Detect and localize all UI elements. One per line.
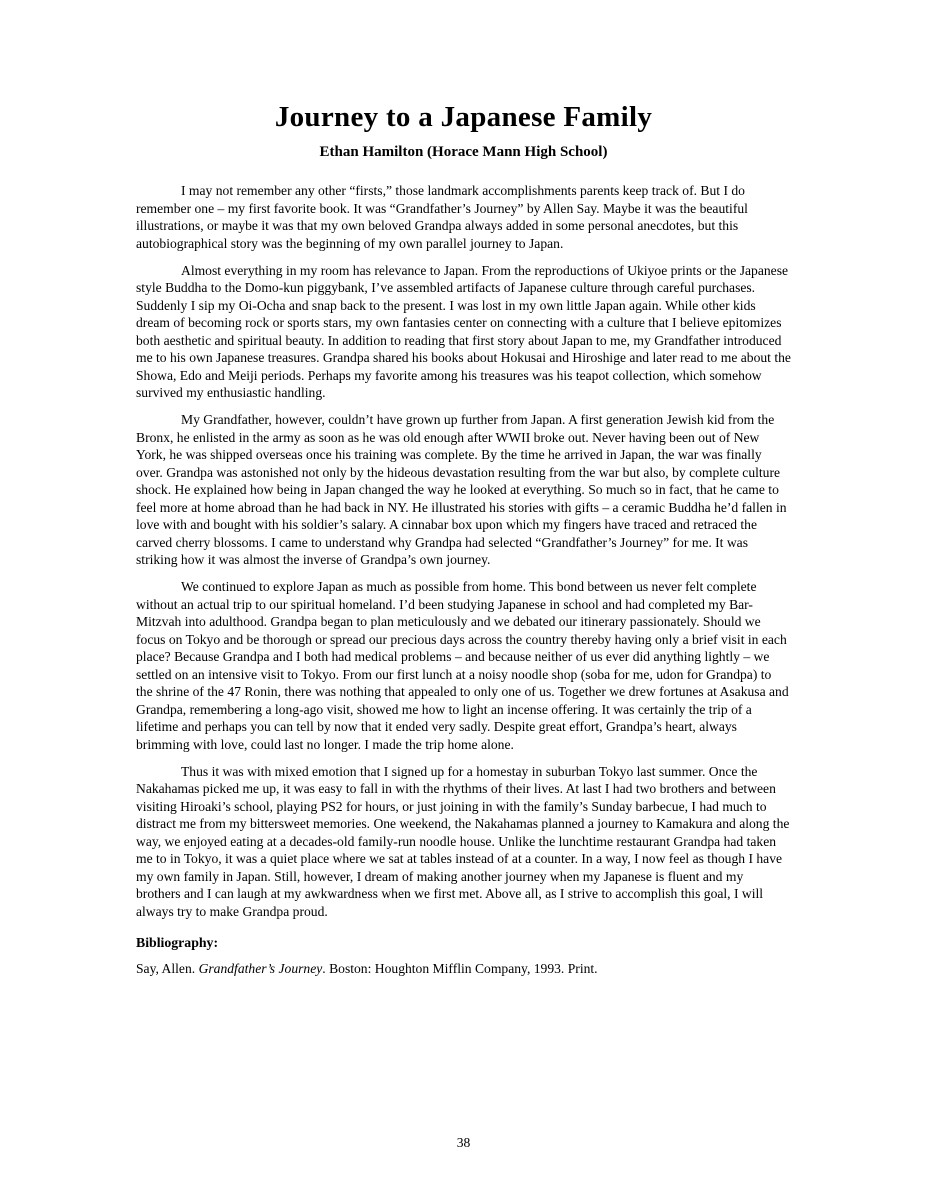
page-number: 38 — [456, 1135, 471, 1150]
bibliography-entry — [136, 960, 791, 978]
bibliography-entry-author: Say, Allen. — [136, 961, 199, 977]
essay-title: Journey to a Japanese Family — [274, 101, 653, 133]
paragraph-4: We continued to explore Japan as much as possible from home. This bond between us never felt complete without an actual trip to our spiritual homeland. I’d been studying Japanese in school and had completed my Bar-Mitzvah into adulthood. Grandpa began to plan meticulously and we debated our itinerary passionately. Should we focus on Tokyo and be thorough or spread our precious days across the country thereby having only a brief visit in each place? Because Grandpa and I both had medical problems – and because neither of us ever did anything lightly – we settled on an intensive visit to Tokyo. From our first lunch at a noisy noodle shop (soba for me, udon for Grandpa) to the shrine of the 47 Ronin, there was nothing that appealed to only one of us. Together we drew fortunes at Asakusa and Grandpa, remembering a long-ago visit, showed me how to light an incense offering. It was certainly the trip of a lifetime and perhaps you can tell by now that it ended very sadly. Despite great effort, Grandpa’s heart, always brimming with love, could last no longer. I made the trip home alone. — [136, 579, 789, 752]
bibliography-heading: Bibliography: — [136, 935, 219, 951]
essay-body — [136, 182, 791, 920]
bibliography-book-title: Grandfather’s Journey — [198, 961, 323, 977]
paragraph-5: Thus it was with mixed emotion that I signed up for a homestay in suburban Tokyo last summer. Once the Nakahamas picked me up, it was easy to fall in with the rhythms of their lives. At last I had two brothers and between visiting Hiroaki’s school, playing PS2 for hours, or just joining in with the family’s Sunday barbecue, I had much to distract me from my bittersweet memories. One weekend, the Nakahamas planned a journey to Kamakura and along the way, we enjoyed eating at a decades-old family-run noodle house. Unlike the lunchtime restaurant Grandpa had taken me to in Tokyo, it was a quiet place where we sat at tables instead of at a counter. In a way, I now feel as though I have my own family in Japan. Still, however, I dream of making another journey when my Japanese is fluent and my brothers and I can laugh at my awkwardness when we first met. Above all, as I strive to accomplish this goal, I will always try to make Grandpa proud. — [136, 763, 790, 919]
paragraph-2: Almost everything in my room has relevance to Japan. From the reproductions of Ukiyoe prints or the Japanese style Buddha to the Domo-kun piggybank, I’ve assembled artifacts of Japanese culture through careful purchases. Suddenly I sip my Oi-Ocha and snap back to the present. I was lost in my own little Japan again. While other kids dream of becoming rock or sports stars, my own fantasies center on connecting with a culture that I believe epitomizes both aesthetic and spiritual beauty. In addition to reading that first story about Japan to me, my Grandfather introduced me to his own Japanese treasures. Grandpa shared his books about Hokusai and Hiroshige and later read to me about the Showa, Edo and Meiji periods. Perhaps my favorite among his treasures was his teapot collection, which somehow survived my enthusiastic handling. — [136, 262, 791, 401]
author-line: Ethan Hamilton (Horace Mann High School) — [319, 144, 608, 161]
paragraph-3: My Grandfather, however, couldn’t have grown up further from Japan. A first generation Jewish kid from the Bronx, he enlisted in the army as soon as he was old enough after WWII broke out. Never having been out of New York, he was shipped overseas once his training was complete. By the time he arrived in Japan, the war was finally over. Grandpa was astonished not only by the hideous devastation resulting from the war but also, by complete culture shock. He explained how being in Japan changed the way he looked at everything. So much so in fact, that he came to feel more at home abroad than he had back in NY. He illustrated his stories with gifts – a ceramic Buddha he’d fallen in love with and bought with his soldier’s salary. A cinnabar box upon which my fingers have traced and retraced the carved cherry blossoms. I came to understand why Grandpa had selected “Grandfather’s Journey” for me. It was striking how it was almost the inverse of Grandpa’s own journey. — [136, 412, 787, 568]
paragraph-1: I may not remember any other “firsts,” those landmark accomplishments parents keep track of. But I do remember one – my first favorite book. It was “Grandfather’s Journey” by Allen Say. Maybe it was the beautiful illustrations, or maybe it was that my own beloved Grandpa always added in some personal anecdotes, but this autobiographical story was the beginning of my own parallel journey to Japan. — [136, 183, 748, 251]
bibliography-entry-publisher: . Boston: Houghton Mifflin Company, 1993. Print. — [322, 961, 598, 977]
